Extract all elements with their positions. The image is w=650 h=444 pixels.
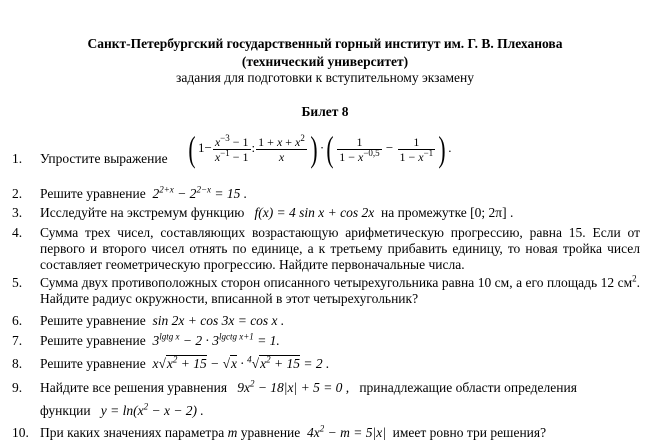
problem-number-8: 8.: [12, 356, 23, 371]
problem-text-7: [40, 333, 640, 349]
problem-text-10: [40, 425, 640, 441]
problem-8-equation: $x√x^2 + 15 - √x \cdot ^4√x^2 + 15 = 2$ .: [149, 354, 330, 371]
problem-text-5: Сумма двух противоположных сторон описанного четырехугольника равна 10 см, а его площадь 12 $см^2$. Найдите радиус окружности, вписанной в этот четырехугольник?: [40, 273, 640, 306]
problem-text-1: Упростите выражение: [40, 151, 168, 166]
problem-2-equation: $2^{2+x} - 2^{2-x} = 15$ .: [149, 184, 248, 201]
problem-9-part-b: принадлежащие области определения: [359, 380, 577, 395]
problem-9-part-c: функции: [40, 403, 91, 418]
problem-number-10: 10.: [12, 425, 29, 440]
problem-10-param: m: [227, 425, 238, 440]
problem-6-label: Решите уравнение: [40, 313, 146, 328]
problem-3-function: f(x) = 4 sin x + cos 2x: [247, 205, 378, 220]
ticket-title: Билет 8: [301, 104, 349, 119]
problem-9-equation: $9x^2 - 18|x| + 5 = 0$ ,: [230, 378, 356, 395]
problem-text-8: [40, 356, 640, 372]
problem-2-label: Решите уравнение: [40, 186, 146, 201]
problem-text-9-cont: [40, 403, 640, 419]
problem-text-9: [40, 380, 640, 396]
problem-number-9: 9.: [12, 380, 23, 395]
problem-8-label: Решите уравнение: [40, 356, 146, 371]
problem-5-part-b: . Найдите радиус окружности, вписанной в этот четырехугольник?: [40, 275, 640, 306]
problem-number-5: 5.: [12, 275, 23, 290]
problem-text-4: Сумма трех чисел, составляющих возрастающую арифметическую прогрессию, равна 15. Если от первого и второго чисел отнять по единице, а к третьему прибавить единицу, то новая тройка чисел составляет геометрическую прогрессию. Найдите первоначальные числа.: [40, 225, 640, 272]
problem-number-6: 6.: [12, 313, 23, 328]
problem-10-part-b: уравнение: [240, 425, 301, 440]
problem-5-part-a: Сумма двух противоположных сторон описанного четырехугольника равна 10 см, а его площадь 12 см: [40, 275, 633, 290]
problem-number-2: 2.: [12, 186, 23, 201]
problem-6-equation: sin 2x + cos 3x = cos x .: [149, 313, 285, 328]
problem-9-function: $y = \ln(x^2 - x - 2)$ .: [94, 401, 204, 418]
problem-text-6: [40, 313, 640, 329]
problem-10-part-a: При каких значениях параметра: [40, 425, 225, 440]
problem-3-label: Исследуйте на экстремум функцию: [40, 205, 245, 220]
problem-number-1: 1.: [12, 151, 23, 166]
institute-subtitle: (технический университет): [241, 54, 409, 69]
problem-number-3: 3.: [12, 205, 23, 220]
problem-text-2: [40, 186, 640, 202]
problem-9-part-a: Найдите все решения уравнения: [40, 380, 228, 395]
exam-caption: задания для подготовки к вступительному экзамену: [176, 70, 474, 85]
problem-7-equation: $3^{lgtg x} - 2 \cdot 3^{lgctg x+1} = 1$.: [149, 331, 280, 348]
institute-title: Санкт-Петербургский государственный горный институт им. Г. В. Плеханова: [87, 36, 563, 51]
problem-1-expression: ( 1− $\frac{x^{-3} - 1}{x^{-1} - 1}$ : $\frac{1 + x + x^2}{x}$ ) ·( $\frac{1}{1 - x^{-0,5}}$ − $\frac{1}{1 - x^{-1}}$ ) .: [188, 129, 452, 169]
problem-7-label: Решите уравнение: [40, 333, 146, 348]
problem-3-interval: на промежутке [0; 2π] .: [381, 205, 514, 220]
problem-number-4: 4.: [12, 225, 23, 240]
problem-10-equation: $4x^2 - m = 5|x|$: [303, 423, 390, 440]
problem-10-part-c: имеет ровно три решения?: [392, 425, 547, 440]
problem-number-7: 7.: [12, 333, 23, 348]
problem-text-3: [40, 205, 640, 221]
